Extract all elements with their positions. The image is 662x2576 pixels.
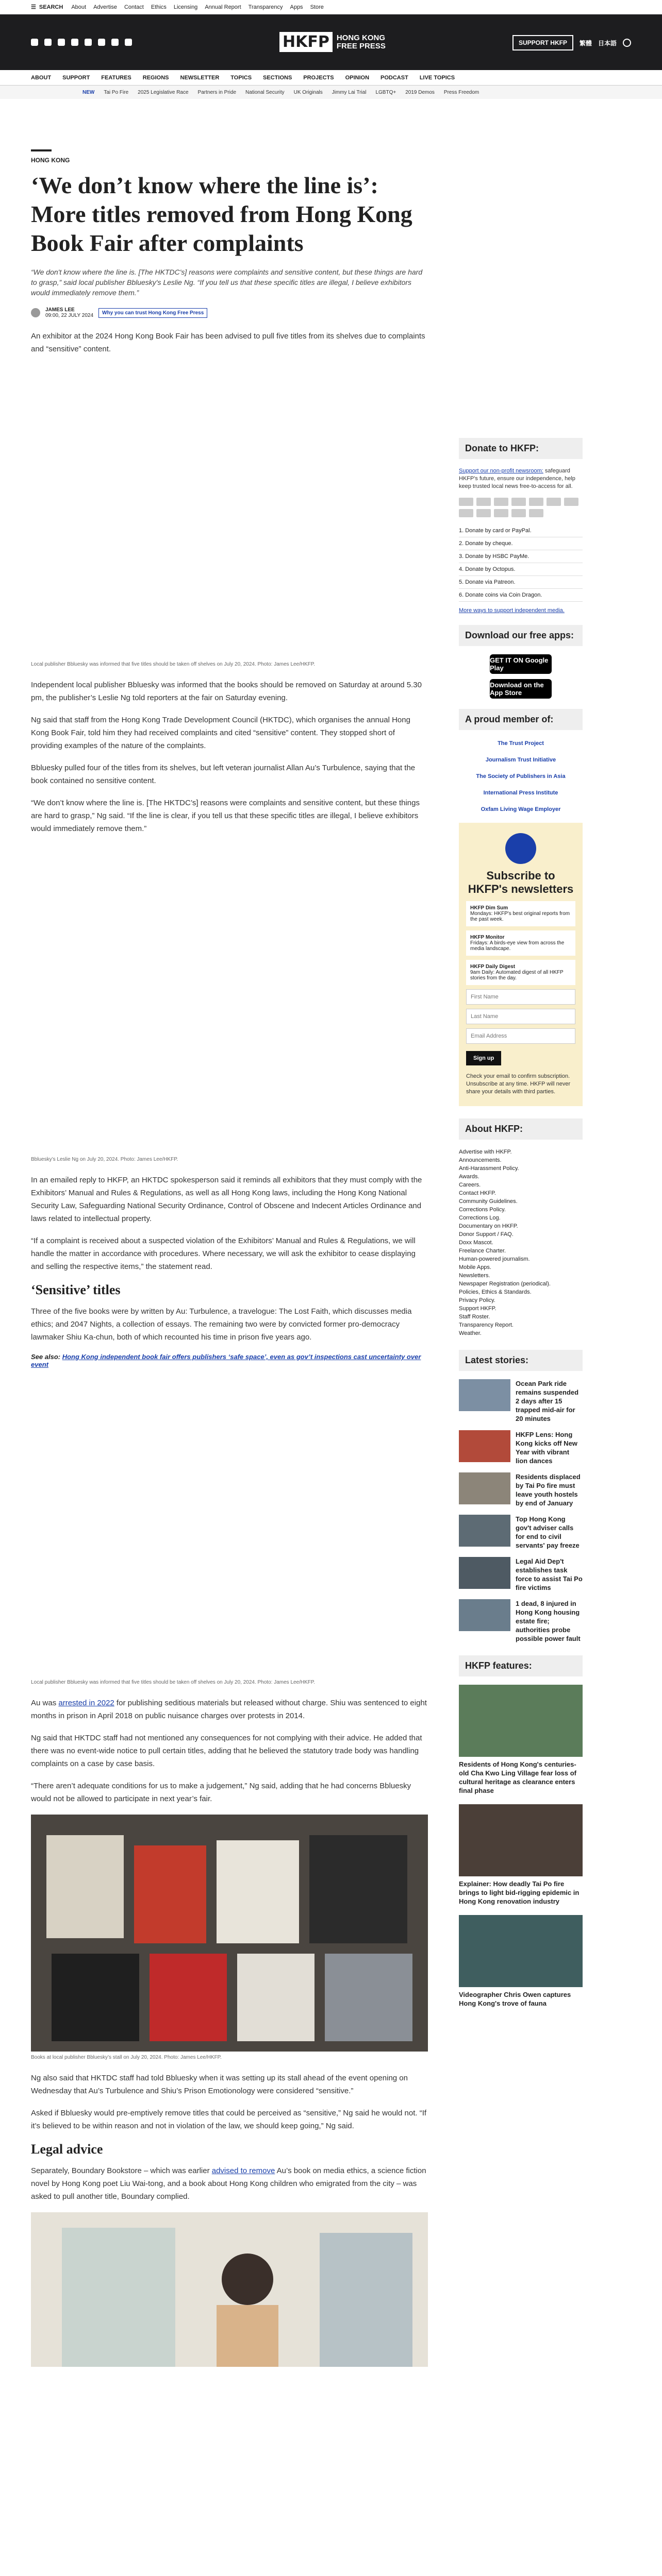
bookstall-photo [31,1815,428,2052]
google-play-button[interactable]: GET IT ON Google Play [490,654,552,674]
payment-logo-icon [511,498,526,506]
apps-heading: Download our free apps: [459,625,583,646]
feature-story[interactable]: Residents of Hong Kong's centuries-old Cha Kwo Ling Village fear loss of cultural heritage as clearance enters final phase [459,1685,583,1795]
feature-thumbnail [459,1915,583,1987]
donate-option[interactable]: 1. Donate by card or PayPal. [459,524,583,537]
payment-logo-icon [547,498,561,506]
first-name-input[interactable]: First Name [466,989,575,1005]
payment-logo-icon [529,498,543,506]
payment-logos [459,498,583,517]
booth-photo [31,2212,428,2367]
story-thumbnail [459,1379,510,1411]
publish-date: 09:00, 22 JULY 2024 [45,313,94,318]
feature-story[interactable]: Explainer: How deadly Tai Po fire brings to light bid-rigging epidemic in Hong Kong renovation industry [459,1804,583,1906]
trust-button[interactable]: Why you can trust Hong Kong Free Press [98,308,207,318]
paragraph: Asked if Bbluesky would pre-emptively remove titles that could be perceived as “sensitive,” Ng said he would not. “If it’s believed to be within reason and not in violation of the law, we should keep going,” Ng said. [31,2109,427,2130]
support-hkfp-button[interactable]: SUPPORT HKFP [512,35,573,50]
about-link[interactable]: Staff Roster. [459,1314,490,1320]
about-link[interactable]: Donor Support / FAQ. [459,1231,514,1238]
latest-story[interactable]: Ocean Park ride remains suspended 2 days after 15 trapped mid-air for 20 minutes [459,1379,583,1423]
member-oxfam[interactable]: Oxfam Living Wage Employer [481,806,561,812]
about-link[interactable]: Newspaper Registration (periodical). [459,1281,551,1287]
payment-logo-icon [459,509,473,517]
top-link-store[interactable]: Store [310,4,324,10]
latest-story[interactable]: Legal Aid Dep't establishes task force to assist Tai Po fire victims [459,1557,583,1592]
donate-option[interactable]: 4. Donate by Octopus. [459,563,583,576]
article-kicker[interactable]: HONG KONG [31,157,70,164]
social-icons [31,39,132,46]
bookstall-photo-art [31,1815,428,2052]
about-links [459,1148,583,1337]
section-heading: ‘Sensitive’ titles [31,1282,121,1297]
lang-japanese-link[interactable]: 日本語 [598,39,617,47]
top-link-transparency[interactable]: Transparency [248,4,283,10]
latest-heading: Latest stories: [459,1350,583,1371]
threads-icon[interactable] [71,39,78,46]
donate-options [459,524,583,602]
linkedin-icon[interactable] [98,39,105,46]
author-name[interactable]: JAMES LEE [45,307,75,313]
nav-sections[interactable]: SECTIONS [263,74,292,81]
newsletter-box [459,823,583,1106]
about-link[interactable]: Announcements. [459,1157,502,1163]
main-nav [0,70,662,86]
about-link[interactable]: Support HKFP. [459,1306,496,1312]
paragraph: Three of the five books were by written by Au: Turbulence, a travelogue: The Lost Faith, which discusses media ethics; and 2047 Nights, a collection of essays. The remaining two were by convicted former pro-democracy lawmaker Shiu Ka-chun, both of which recounted his time in prison five years ago. [31,1307,412,1342]
article [31,149,428,2370]
donate-option[interactable]: 5. Donate via Patreon. [459,576,583,589]
youtube-icon[interactable] [85,39,92,46]
payment-logo-icon [564,498,578,506]
nav-features[interactable]: FEATURES [101,74,131,81]
tag-item[interactable]: 2025 Legislative Race [138,89,189,95]
about-link[interactable]: Policies, Ethics & Standards. [459,1289,532,1295]
tag-item[interactable]: National Security [245,89,285,95]
about-link[interactable]: Doxx Mascot. [459,1240,493,1246]
donate-option[interactable]: 2. Donate by cheque. [459,537,583,550]
story-thumbnail [459,1599,510,1631]
donate-option[interactable]: 3. Donate by HSBC PayMe. [459,550,583,563]
newsletter-option[interactable]: HKFP Daily Digest 9am Daily: Automated digest of all HKFP stories from the day. [466,960,575,985]
search-menu[interactable]: ☰ SEARCH [31,4,63,10]
x-icon[interactable] [44,39,52,46]
tag-item[interactable]: Jimmy Lai Trial [332,89,367,95]
latest-story[interactable]: Top Hong Kong gov't adviser calls for end to civil servants' pay freeze [459,1515,583,1550]
instagram-icon[interactable] [58,39,65,46]
top-link-annual-report[interactable]: Annual Report [205,4,241,10]
paragraph: In an emailed reply to HKFP, an HKTDC spokesperson said it reminds all exhibitors that they must comply with the Exhibitors’ Manual and Rules & Regulations, as well as all Hong Kong laws, including the Hong Kong National Security Law, Safeguarding National Security Ordinance, Control of Obscene and Indecent Articles Ordinance and laws related to intellectual property. [31,1176,422,1223]
facebook-icon[interactable] [31,39,38,46]
tag-item[interactable]: Tai Po Fire [104,89,129,95]
new-label: NEW [82,89,95,95]
feature-story[interactable]: Videographer Chris Owen captures Hong Kong's trove of fauna [459,1915,583,2008]
about-link[interactable]: Transparency Report. [459,1322,514,1328]
paragraph: “If a complaint is received about a suspected violation of the Exhibitors’ Manual and Rules & Regulations, we will handle the matter in accordance with procedures. Where necessary, we will ask the exhibitor to cease displaying and selling the respective items,” the statement read. [31,1236,416,1271]
tag-item[interactable]: 2019 Demos [405,89,435,95]
about-link[interactable]: Corrections Policy. [459,1207,506,1213]
newsletter-note: Check your email to confirm subscription. Unsubscribe at any time. HKFP will never share your details with third parties. [466,1073,571,1095]
nav-support[interactable]: SUPPORT [62,74,90,81]
top-bar [0,0,662,14]
paragraph: Au was arrested in 2022 for publishing seditious materials but released without charge. Shiu was sentenced to eight months in prison in April 2018 on public nuisance charges over protests in 2014. [31,1699,427,1720]
feature-thumbnail [459,1804,583,1876]
rss-icon[interactable] [125,39,132,46]
nav-newsletter[interactable]: NEWSLETTER [180,74,220,81]
image-caption: Local publisher Bbluesky was informed that five titles should be taken off shelves on July 20, 2024. Photo: James Lee/HKFP. [31,1680,316,1685]
newsletter-option[interactable]: HKFP Dim Sum Mondays: HKFP's best original reports from the past week. [466,901,575,926]
paragraph: An exhibitor at the 2024 Hong Kong Book Fair has been advised to pull five titles from its shelves due to complaints and “sensitive” content. [31,332,425,353]
article-image-placeholder [31,365,428,658]
nav-projects[interactable]: PROJECTS [303,74,334,81]
about-link[interactable]: Privacy Policy. [459,1297,495,1303]
section-heading: Legal advice [31,2142,103,2157]
donate-heading: Donate to HKFP: [459,438,583,459]
paragraph: Ng said that staff from the Hong Kong Trade Development Council (HKTDC), which organises the annual Hong Kong Book Fair, told him they had received complaints and cited “sensitive” content. They stopped short of providing examples of the nature of the complaints. [31,716,410,750]
tag-item[interactable]: UK Originals [293,89,323,95]
about-link[interactable]: Freelance Charter. [459,1248,506,1254]
byline [31,307,428,318]
article-image-placeholder [31,844,428,1154]
paragraph: “We don’t know where the line is. [The HKTDC’s] reasons were complaints and sensitive content, but these things are hard to grasp,” Ng said. “If the line is clear, if you tell us that these specific titles are illegal, I believe exhibitors would immediately remove them.” [31,799,420,833]
latest-story[interactable]: 1 dead, 8 injured in Hong Kong housing estate fire; authorities probe possible power fault [459,1599,583,1643]
app-store-button[interactable]: Download on the App Store [490,679,552,699]
paragraph: Ng said that HKTDC staff had not mentioned any consequences for not complying with their advice. He added that there was no event-wide notice to pull certain titles, adding that he believed the statutory trade body was handling complaints on a case by case basis. [31,1734,422,1768]
story-thumbnail [459,1472,510,1504]
about-heading: About HKFP: [459,1118,583,1140]
payment-logo-icon [459,498,473,506]
story-thumbnail [459,1557,510,1589]
tag-item[interactable]: Press Freedom [443,89,479,95]
search-icon[interactable] [623,39,631,47]
site-header [0,14,662,70]
nav-regions[interactable]: REGIONS [142,74,169,81]
story-thumbnail [459,1430,510,1462]
about-link[interactable]: Newsletters. [459,1273,490,1279]
about-link[interactable]: Mobile Apps. [459,1264,491,1270]
story-thumbnail [459,1515,510,1547]
header-actions [512,35,631,50]
article-image-placeholder [31,1378,428,1676]
newsletter-option[interactable]: HKFP Monitor Fridays: A birds-eye view from across the media landscape. [466,930,575,956]
about-link[interactable]: Awards. [459,1174,479,1180]
article-standfirst: “We don't know where the line is. [The HKTDC's] reasons were complaints and sensitive content, but these things are hard to grasp,” said local publisher Bbluesky's Leslie Ng. “If you tell us that these specific titles are illegal, I believe exhibitors would immediately remove them.” [31,268,423,297]
menu-icon: ☰ [31,4,36,10]
about-link[interactable]: Anti-Harassment Policy. [459,1165,519,1172]
image-caption: Books at local publisher Bbluesky’s stall on July 20, 2024. Photo: James Lee/HKFP. [31,2055,222,2060]
hkfp-badge-icon [505,833,536,864]
telegram-icon[interactable] [111,39,119,46]
newsletter-heading: Subscribe to HKFP's newsletters [468,869,574,895]
features-heading: HKFP features: [459,1655,583,1676]
nav-topics[interactable]: TOPICS [230,74,252,81]
author-avatar [31,308,40,317]
latest-story[interactable]: HKFP Lens: Hong Kong kicks off New Year with vibrant lion dances [459,1430,583,1465]
member-heading: A proud member of: [459,709,583,730]
advised-to-remove-link[interactable]: advised to remove [211,2166,275,2175]
lang-chinese-link[interactable]: 繁體 [579,39,592,47]
payment-logo-icon [494,509,508,517]
booth-photo-art [31,2212,428,2367]
payment-logo-icon [476,498,491,506]
about-link[interactable]: Contact HKFP. [459,1190,496,1196]
top-link-licensing[interactable]: Licensing [173,4,198,10]
donate-option[interactable]: 6. Donate coins via Coin Dragon. [459,589,583,602]
tag-item[interactable]: LGBTQ+ [375,89,396,95]
top-link-ethics[interactable]: Ethics [151,4,167,10]
kicker-rule [31,149,52,151]
more-ways-link[interactable]: More ways to support independent media. [459,607,565,614]
about-link[interactable]: Careers. [459,1182,481,1188]
payment-logo-icon [476,509,491,517]
top-link-apps[interactable]: Apps [290,4,303,10]
payment-logo-icon [529,509,543,517]
about-link[interactable]: Weather. [459,1330,482,1336]
donate-link[interactable]: Support our non-profit newsroom: [459,468,543,474]
feature-thumbnail [459,1685,583,1757]
payment-logo-icon [494,498,508,506]
about-link[interactable]: Human-powered journalism. [459,1256,530,1262]
tag-item[interactable]: Partners in Pride [197,89,237,95]
sign-up-button[interactable]: Sign up [466,1051,501,1065]
paragraph: Ng also said that HKTDC staff had told Bbluesky when it was setting up its stall ahead of the event opening on Wednesday that Au’s Turbulence and Shiu’s Prison Emotionology were considered “sensitive.” [31,2074,408,2095]
paragraph: Independent local publisher Bbluesky was informed that the books should be removed on Saturday at around 5.30 pm, the publisher’s Leslie Ng told reporters at the fair on Saturday evening. [31,681,422,702]
about-link[interactable]: Documentary on HKFP. [459,1223,518,1229]
about-link[interactable]: Corrections Log. [459,1215,501,1221]
member-sopa[interactable]: The Society of Publishers in Asia [476,773,566,779]
about-link[interactable]: Community Guidelines. [459,1198,518,1205]
nav-live-topics[interactable]: LIVE TOPICS [419,74,455,81]
member-jti[interactable]: Journalism Trust Initiative [485,757,556,763]
see-also: See also: Hong Kong independent book fair offers publishers ‘safe space’, even as gov’t inspections cast uncertainty over event [31,1353,421,1368]
trending-tags [0,86,662,99]
email-input[interactable]: Email Address [466,1028,575,1044]
last-name-input[interactable]: Last Name [466,1009,575,1024]
top-links [71,4,324,10]
latest-story[interactable]: Residents displaced by Tai Po fire must leave youth hostels by end of January [459,1472,583,1507]
image-caption: Local publisher Bbluesky was informed that five titles should be taken off shelves on July 20, 2024. Photo: James Lee/HKFP. [31,662,316,667]
nav-podcast[interactable]: PODCAST [380,74,408,81]
member-trust-project[interactable]: The Trust Project [498,740,544,747]
nav-about[interactable]: ABOUT [31,74,52,81]
site-logo[interactable]: HKFP HONG KONG FREE PRESS [279,32,386,52]
article-title: ‘We don’t know where the line is’: More titles removed from Hong Kong Book Fair after complaints [31,172,412,256]
about-link[interactable]: Advertise with HKFP. [459,1149,512,1155]
top-link-about[interactable]: About [71,4,87,10]
image-caption: Bbluesky’s Leslie Ng on July 20, 2024. Photo: James Lee/HKFP. [31,1157,178,1162]
paragraph: “There aren’t adequate conditions for us to make a judgement,” Ng said, adding that he had concerns Bbluesky would not be allowed to participate in next year’s fair. [31,1782,411,1803]
paragraph: Separately, Boundary Bookstore – which was earlier advised to remove Au’s book on media ethics, a science fiction novel by Hong Kong poet Liu Wai-tong, and a book about Hong Kong children who emigrated from the city – was asked to pull another title, Boundary complied. [31,2166,426,2201]
payment-logo-icon [511,509,526,517]
paragraph: Bbluesky pulled four of the titles from its shelves, but left veteran journalist Allan Au’s Turbulence, saying that the book contained no sensitive content. [31,764,416,785]
nav-opinion[interactable]: OPINION [345,74,370,81]
arrested-link[interactable]: arrested in 2022 [58,1699,114,1707]
top-link-advertise[interactable]: Advertise [93,4,117,10]
see-also-link[interactable]: Hong Kong independent book fair offers publishers ‘safe space’, even as gov’t inspections cast uncertainty over event [31,1353,421,1368]
member-ipi[interactable]: International Press Institute [483,790,558,796]
donate-blurb: Support our non-profit newsroom: safeguard HKFP's future, ensure our independence, help keep trusted local news free-to-access for all. [459,468,575,489]
sidebar [459,438,583,2017]
top-link-contact[interactable]: Contact [124,4,144,10]
